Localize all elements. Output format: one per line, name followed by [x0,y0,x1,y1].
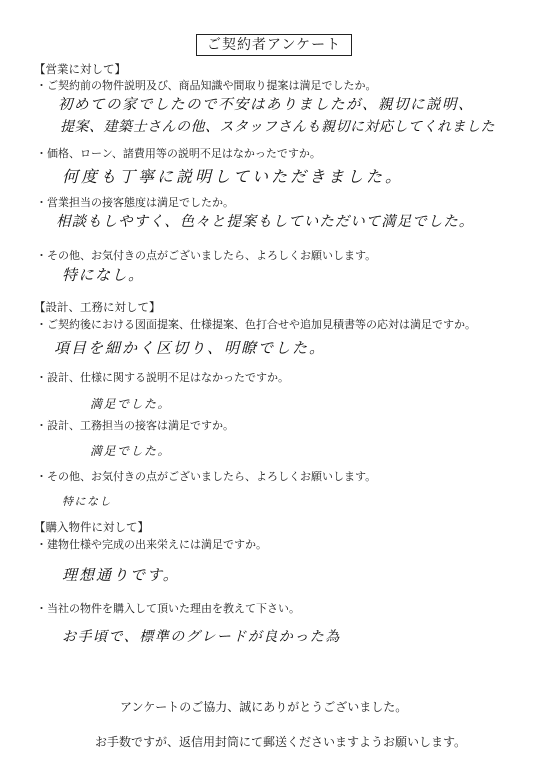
question-build-quality: ・建物仕様や完成の出来栄えには満足ですか。 [36,538,267,551]
page-title: ご契約者アンケート [196,34,352,56]
closing-request: お手数ですが、返信用封筒にて郵送くださいますようお願いします。 [95,735,467,749]
question-purchase-reason: ・当社の物件を購入して頂いた理由を教えて下さい。 [36,602,300,615]
handwritten-answer: 相談もしやすく、色々と提案もしていただいて満足でした。 [56,214,475,230]
handwritten-answer: 提案、建築士さんの他、スタッフさんも親切に対応してくれました [60,119,495,135]
question-design-proposal: ・ご契約後における図面提案、仕様提案、色打合せや追加見積書等の応対は満足ですか。 [36,318,476,331]
handwritten-answer: 理想通りです。 [62,566,180,584]
question-sales-attitude: ・営業担当の接客態度は満足でしたか。 [36,196,234,209]
question-cost-explanation: ・価格、ローン、諸費用等の説明不足はなかったですか。 [36,147,321,160]
handwritten-answer: 特になし。 [62,266,145,284]
question-property-explanation: ・ご契約前の物件説明及び、商品知識や間取り提案は満足でしたか。 [36,79,377,92]
section-heading-design: 【設計、工務に対して】 [34,300,161,314]
handwritten-answer: 項目を細かく区切り、明瞭でした。 [54,339,327,357]
question-spec-explanation: ・設計、仕様に関する説明不足はなかったですか。 [36,371,289,384]
handwritten-answer: 特になし [62,495,112,508]
section-heading-property: 【購入物件に対して】 [34,520,149,534]
question-design-service: ・設計、工務担当の接客は満足ですか。 [36,419,234,432]
handwritten-answer: 何度も丁寧に説明していただきました。 [62,167,405,186]
handwritten-answer: 満足でした。 [90,444,172,458]
section-heading-sales: 【営業に対して】 [34,62,126,76]
closing-thanks: アンケートのご協力、誠にありがとうございました。 [120,700,408,714]
handwritten-answer: 初めての家でしたので不安はありましたが、親切に説明、 [58,97,474,113]
question-other-sales: ・その他、お気付きの点がございましたら、よろしくお願いします。 [36,249,377,262]
question-other-design: ・その他、お気付きの点がございましたら、よろしくお願いします。 [36,470,377,483]
handwritten-answer: お手頃で、標準のグレードが良かった為 [62,629,341,645]
handwritten-answer: 満足でした。 [90,397,172,411]
